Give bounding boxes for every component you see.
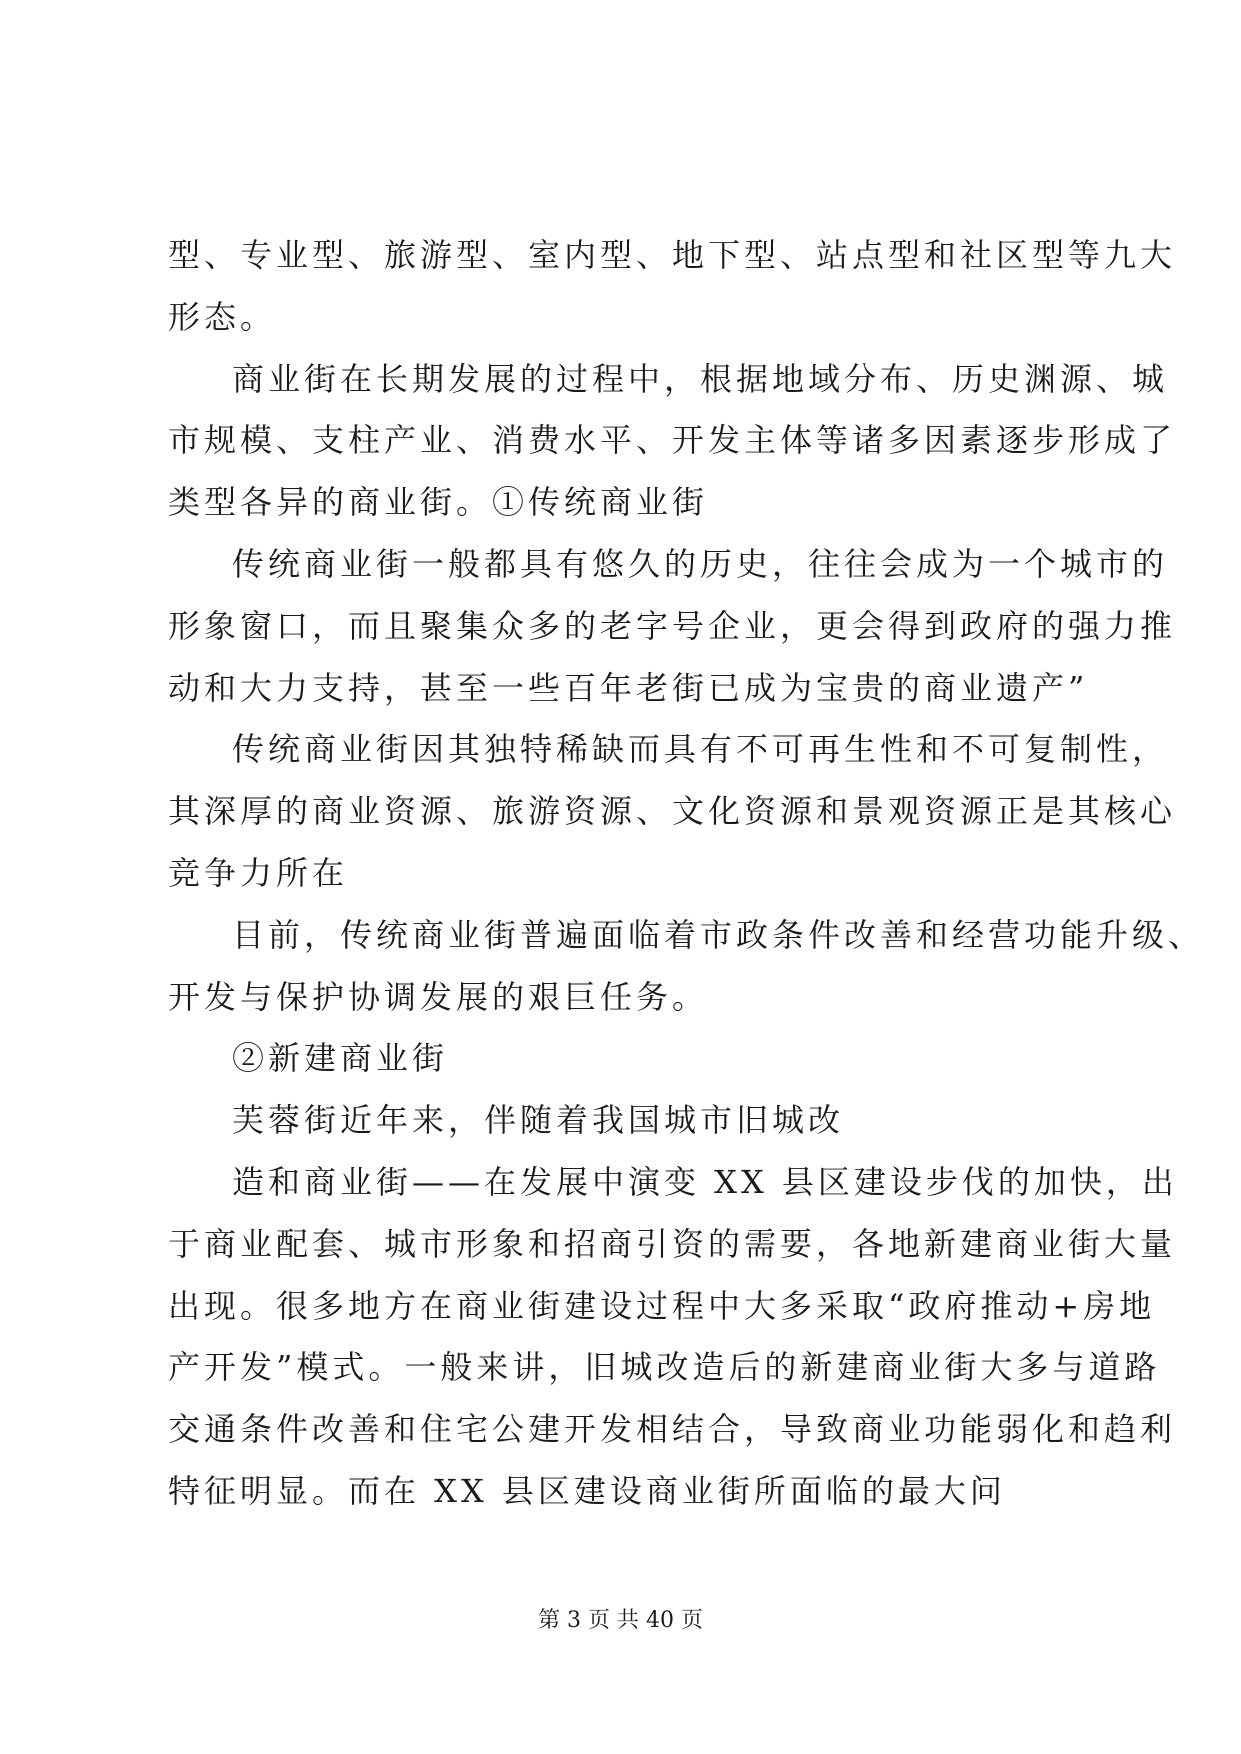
- text-line: 传统商业街一般都具有悠久的历史，往往会成为一个城市的: [232, 544, 1169, 583]
- text-line: 其深厚的商业资源、旅游资源、文化资源和景观资源正是其核心: [168, 792, 1177, 831]
- text-line: 形态。: [168, 297, 277, 336]
- text-line: 商业街在长期发展的过程中，根据地域分布、历史渊源、城: [232, 359, 1169, 398]
- text-line: ②新建商业街: [232, 1039, 449, 1078]
- text-line: 造和商业街——在发展中演变 XX 县区建设步伐的加快，出: [232, 1162, 1178, 1201]
- text-line: 类型各异的商业街。①传统商业街: [168, 483, 709, 522]
- text-line: 型、专业型、旅游型、室内型、地下型、站点型和社区型等九大: [168, 236, 1177, 274]
- text-line: 出现。很多地方在商业街建设过程中大多采取“政府推动+房地: [168, 1286, 1156, 1325]
- body-text: [168, 225, 1205, 1523]
- text-line: 形象窗口，而且聚集众多的老字号企业，更会得到政府的强力推: [168, 606, 1177, 645]
- text-line: 开发与保护协调发展的艰巨任务。: [168, 977, 709, 1016]
- text-line: 芙蓉街近年来，伴随着我国城市旧城改: [232, 1101, 845, 1140]
- text-line: 于商业配套、城市形象和招商引资的需要，各地新建商业街大量: [168, 1224, 1177, 1263]
- text-line: 动和大力支持，甚至一些百年老街已成为宝贵的商业遗产”: [168, 668, 1089, 707]
- text-line: 特征明显。而在 XX 县区建设商业街所面临的最大问: [168, 1471, 1006, 1510]
- text-line: 目前，传统商业街普遍面临着市政条件改善和经营功能升级、: [232, 915, 1205, 954]
- text-line: 传统商业街因其独特稀缺而具有不可再生性和不可复制性，: [232, 730, 1169, 769]
- text-line: 市规模、支柱产业、消费水平、开发主体等诸多因素逐步形成了: [168, 421, 1177, 460]
- page-number: 第 3 页 共 40 页: [538, 1608, 703, 1633]
- text-line: 产开发”模式。一般来讲，旧城改造后的新建商业街大多与道路: [168, 1348, 1161, 1387]
- text-line: 交通条件改善和住宅公建开发相结合，导致商业功能弱化和趋利: [168, 1410, 1177, 1449]
- page-footer: [0, 1606, 1241, 1636]
- text-line: 竞争力所在: [168, 853, 349, 892]
